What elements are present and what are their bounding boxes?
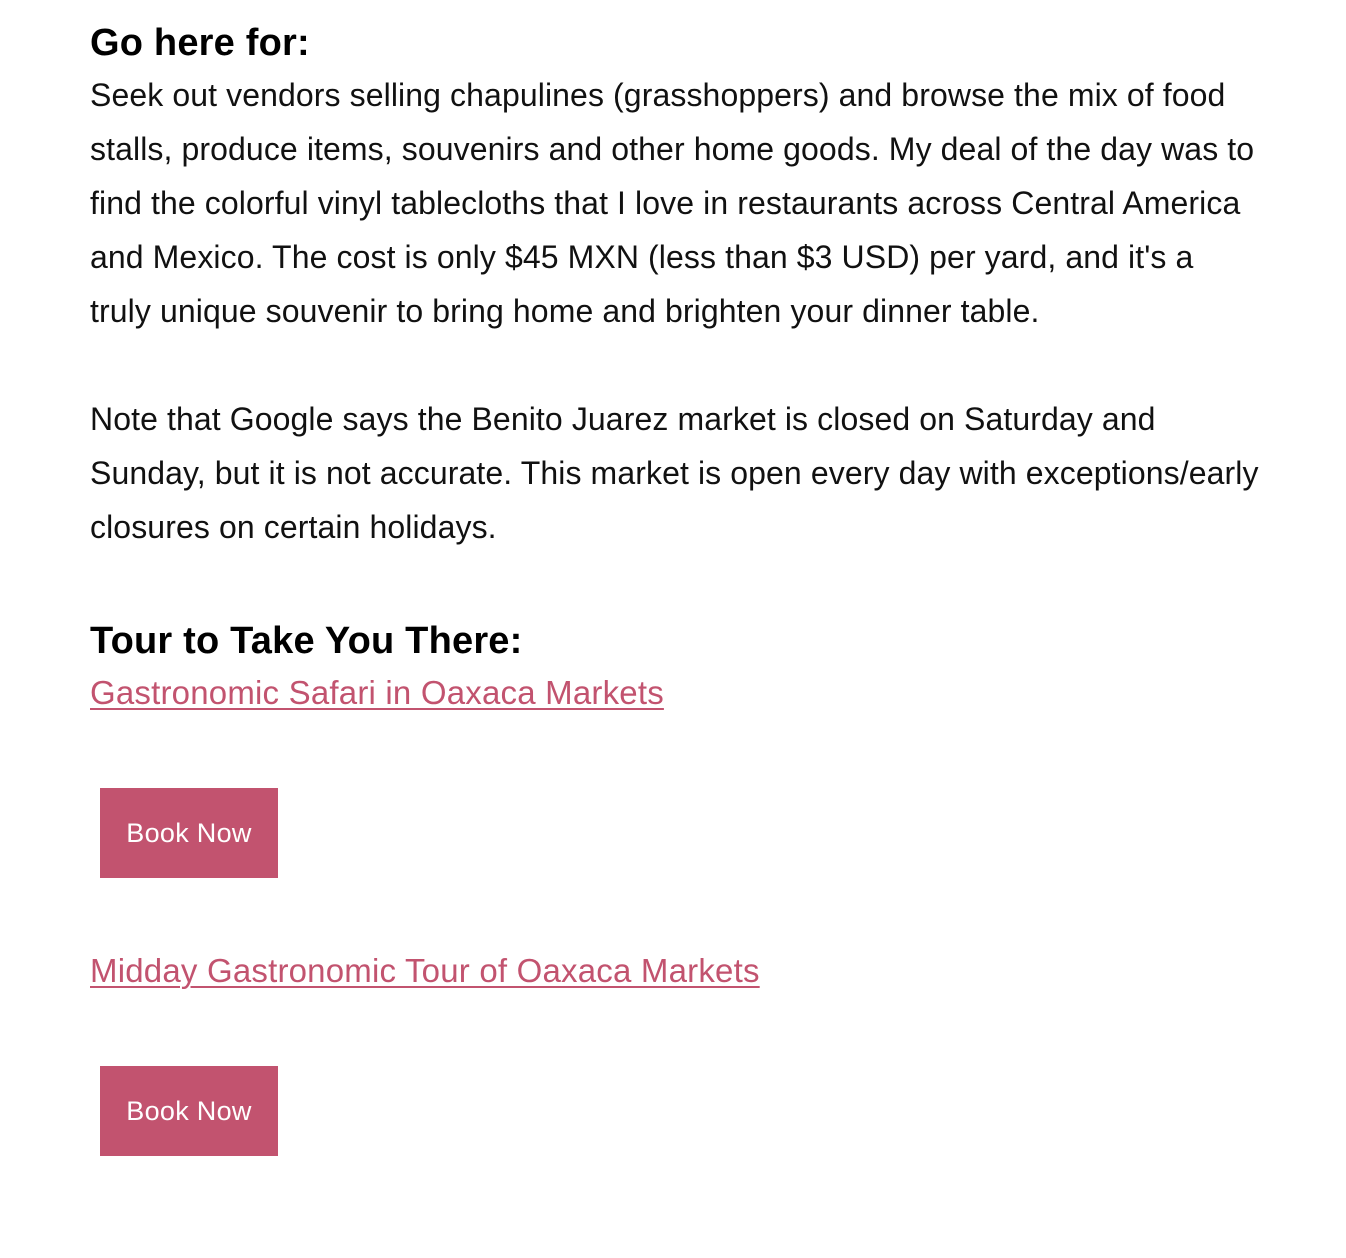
market-hours-note: Note that Google says the Benito Juarez market is closed on Saturday and Sunday, but it is not accurate. This market is open every day with exceptions/early closures on certain holidays. xyxy=(90,401,1259,545)
tour-link-midday-gastronomic-tour[interactable]: Midday Gastronomic Tour of Oaxaca Markets xyxy=(90,952,760,989)
tour-item xyxy=(90,944,1260,1156)
tour-item xyxy=(90,666,1260,878)
article-content xyxy=(90,18,1260,1156)
book-now-button[interactable]: Book Now xyxy=(100,788,278,878)
tours-heading: Tour to Take You There: xyxy=(90,620,523,662)
section-spacer xyxy=(90,554,1260,616)
tour-link-gastronomic-safari[interactable]: Gastronomic Safari in Oaxaca Markets xyxy=(90,674,664,711)
go-here-heading: Go here for: xyxy=(90,22,310,64)
book-now-button[interactable]: Book Now xyxy=(100,1066,278,1156)
go-here-paragraph: Seek out vendors selling chapulines (grasshoppers) and browse the mix of food stalls, produce items, souvenirs and other home goods. My deal of the day was to find the colorful vinyl tablecloths that I love in restaurants across Central America and Mexico. The cost is only $45 MXN (less than $3 USD) per yard, and it's a truly unique souvenir to bring home and brighten your dinner table. xyxy=(90,77,1255,329)
paragraph-spacer xyxy=(90,338,1260,392)
